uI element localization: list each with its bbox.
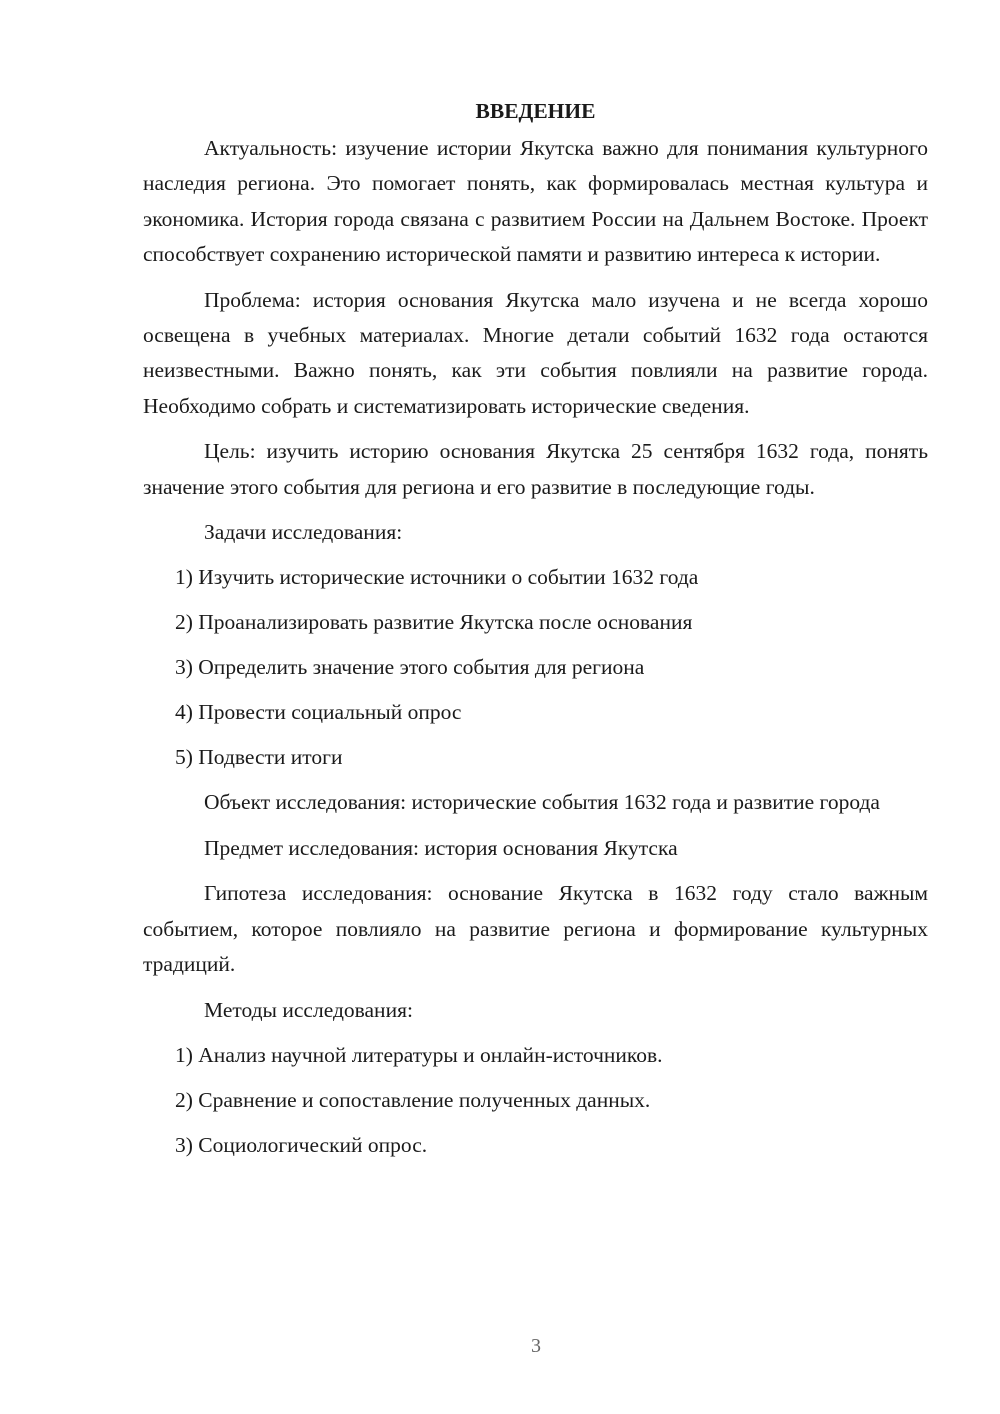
- task-item: 4) Провести социальный опрос: [175, 700, 462, 725]
- problem-paragraph: Проблема: история основания Якутска мало изучена и не всегда хорошо освещена в учебных материалах. Многие детали событий 1632 года остаются неизвестными. Важно понять, как эти события повлияли на развитие города. Необходимо собрать и систематизировать исторические сведения.: [143, 287, 928, 418]
- method-item: 3) Социологический опрос.: [175, 1132, 428, 1157]
- relevance-paragraph: Актуальность: изучение истории Якутска важно для понимания культурного наследия региона. Это помогает понять, как формировалась местная культура и экономика. История города связана с развитием России на Дальнем Востоке. Проект способствует сохранению исторической памяти и развитию интереса к истории.: [143, 136, 928, 267]
- methods-heading: Методы исследования:: [204, 997, 413, 1022]
- subject-paragraph: Предмет исследования: история основания Якутска: [204, 835, 678, 860]
- section-title: ВВЕДЕНИЕ: [475, 99, 596, 123]
- task-item: 5) Подвести итоги: [175, 745, 343, 770]
- method-item: 1) Анализ научной литературы и онлайн-источников.: [175, 1042, 663, 1067]
- task-item: 3) Определить значение этого события для региона: [175, 655, 645, 680]
- method-item: 2) Сравнение и сопоставление полученных данных.: [175, 1087, 651, 1112]
- page-content: [143, 93, 928, 1173]
- task-item: 1) Изучить исторические источники о событии 1632 года: [175, 565, 699, 590]
- page-number: 3: [531, 1335, 541, 1357]
- goal-paragraph: Цель: изучить историю основания Якутска 25 сентября 1632 года, понять значение этого события для региона и его развитие в последующие годы.: [143, 439, 928, 499]
- hypothesis-paragraph: Гипотеза исследования: основание Якутска в 1632 году стало важным событием, которое повлияло на развитие региона и формирование культурных традиций.: [143, 881, 928, 977]
- object-paragraph: Объект исследования: исторические события 1632 года и развитие города: [204, 790, 880, 815]
- task-item: 2) Проанализировать развитие Якутска после основания: [175, 610, 693, 635]
- tasks-heading: Задачи исследования:: [204, 520, 403, 545]
